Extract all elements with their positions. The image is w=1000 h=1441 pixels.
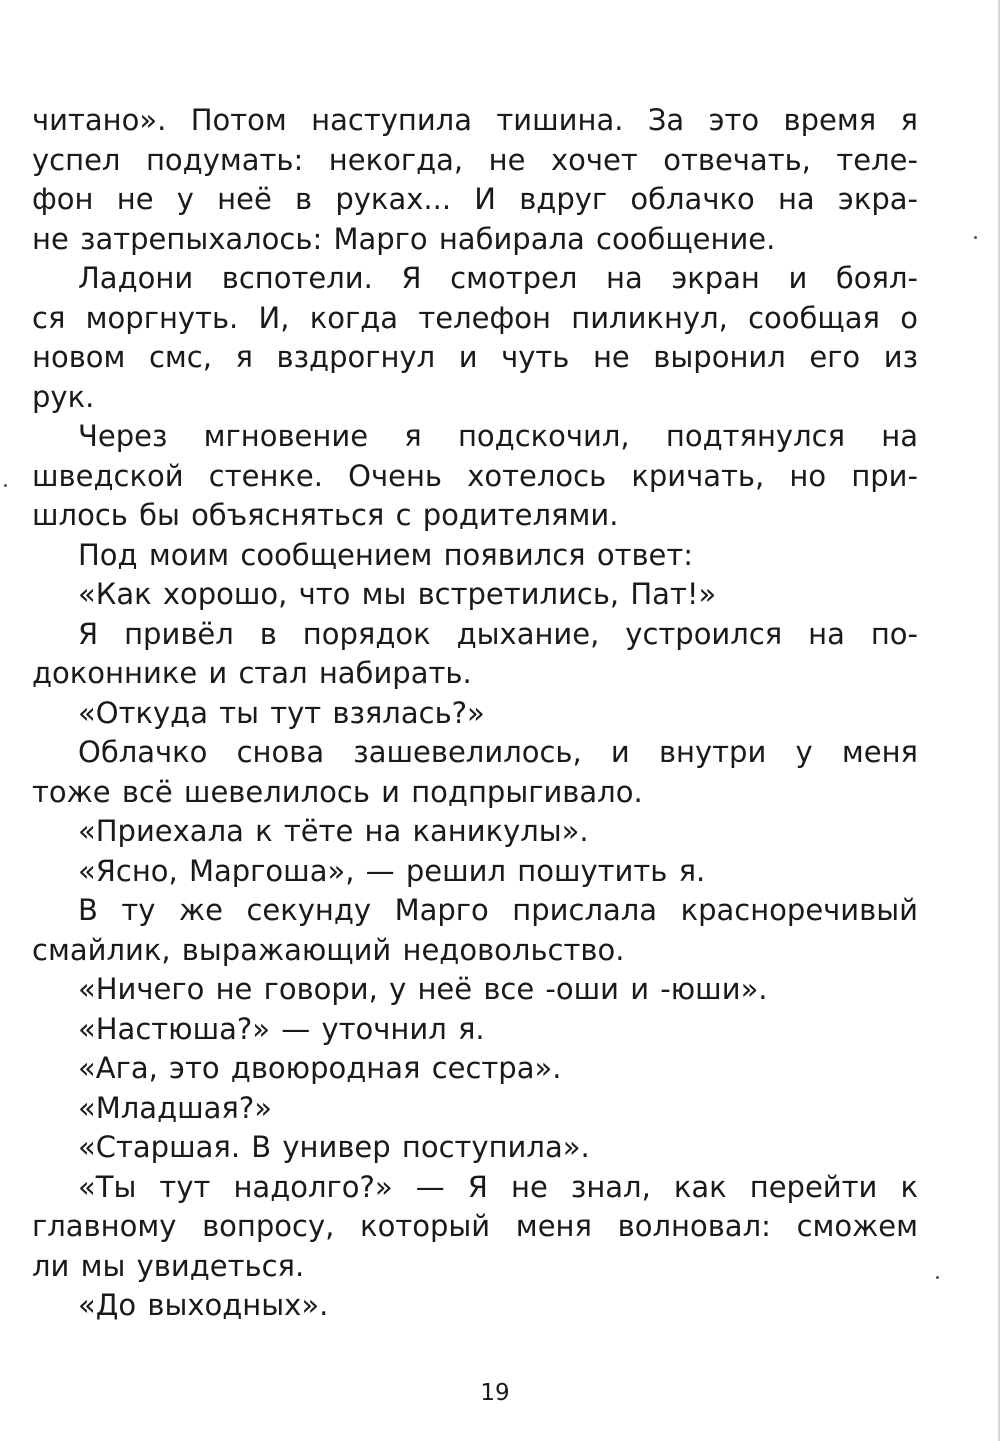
text-line: новом смс, я вздрогнул и чуть не выронил его из bbox=[32, 340, 918, 374]
scan-speck bbox=[936, 1276, 939, 1279]
text-line: Облачко снова зашевелилось, и внутри у меня bbox=[78, 735, 918, 769]
text-line: шлось бы объясняться с родителями. bbox=[32, 498, 619, 532]
text-line: успел подумать: некогда, не хочет отвечать, теле- bbox=[32, 142, 918, 177]
scan-speck bbox=[4, 484, 7, 487]
text-line: не затрепыхалось: Марго набирала сообщение. bbox=[32, 221, 776, 256]
text-line: ся моргнуть. И, когда телефон пиликнул, сообщая о bbox=[32, 300, 918, 335]
text-line: доконнике и стал набирать. bbox=[32, 656, 472, 690]
text-line: Под моим сообщением появился ответ: bbox=[78, 537, 694, 572]
text-line: «Ничего не говори, у неё все -оши и -юши». bbox=[78, 972, 768, 1006]
text-line: шведской стенке. Очень хотелось кричать, но при- bbox=[32, 458, 918, 493]
page-body-text bbox=[32, 101, 918, 1326]
text-line: «Настюша?» — уточнил я. bbox=[78, 1011, 485, 1046]
text-line: «Откуда ты тут взялась?» bbox=[78, 695, 485, 730]
text-line: Ладони вспотели. Я смотрел на экран и боял- bbox=[78, 261, 918, 295]
text-line: главному вопросу, который меня волновал: сможем bbox=[32, 1209, 918, 1243]
text-line: тоже всё шевелилось и подпрыгивало. bbox=[32, 774, 643, 809]
text-line: ли мы увидеться. bbox=[32, 1248, 305, 1283]
page-number: 19 bbox=[480, 1380, 510, 1406]
scan-speck bbox=[974, 236, 977, 239]
text-line: читано». Потом наступила тишина. За это время я bbox=[32, 103, 918, 137]
text-line: «До выходных». bbox=[78, 1288, 329, 1322]
text-line: «Ага, это двоюродная сестра». bbox=[78, 1051, 562, 1085]
text-line: фон не у неё в руках... И вдруг облачко на экра- bbox=[32, 182, 918, 216]
text-line: В ту же секунду Марго прислала красноречивый bbox=[78, 893, 918, 927]
text-line: «Как хорошо, что мы встретились, Пат!» bbox=[78, 577, 717, 611]
text-line: «Старшая. В универ поступила». bbox=[78, 1130, 590, 1164]
text-line: смайлик, выражающий недовольство. bbox=[32, 932, 625, 967]
text-line: «Ты тут надолго?» — Я не знал, как перейти к bbox=[78, 1169, 918, 1204]
text-line: «Ясно, Маргоша», — решил пошутить я. bbox=[78, 853, 706, 888]
text-line: «Младшая?» bbox=[78, 1090, 273, 1125]
text-line: Через мгновение я подскочил, подтянулся на bbox=[78, 419, 918, 453]
text-line: «Приехала к тёте на каникулы». bbox=[78, 814, 589, 848]
text-line: рук. bbox=[32, 379, 95, 414]
text-line: Я привёл в порядок дыхание, устроился на по- bbox=[78, 616, 918, 651]
